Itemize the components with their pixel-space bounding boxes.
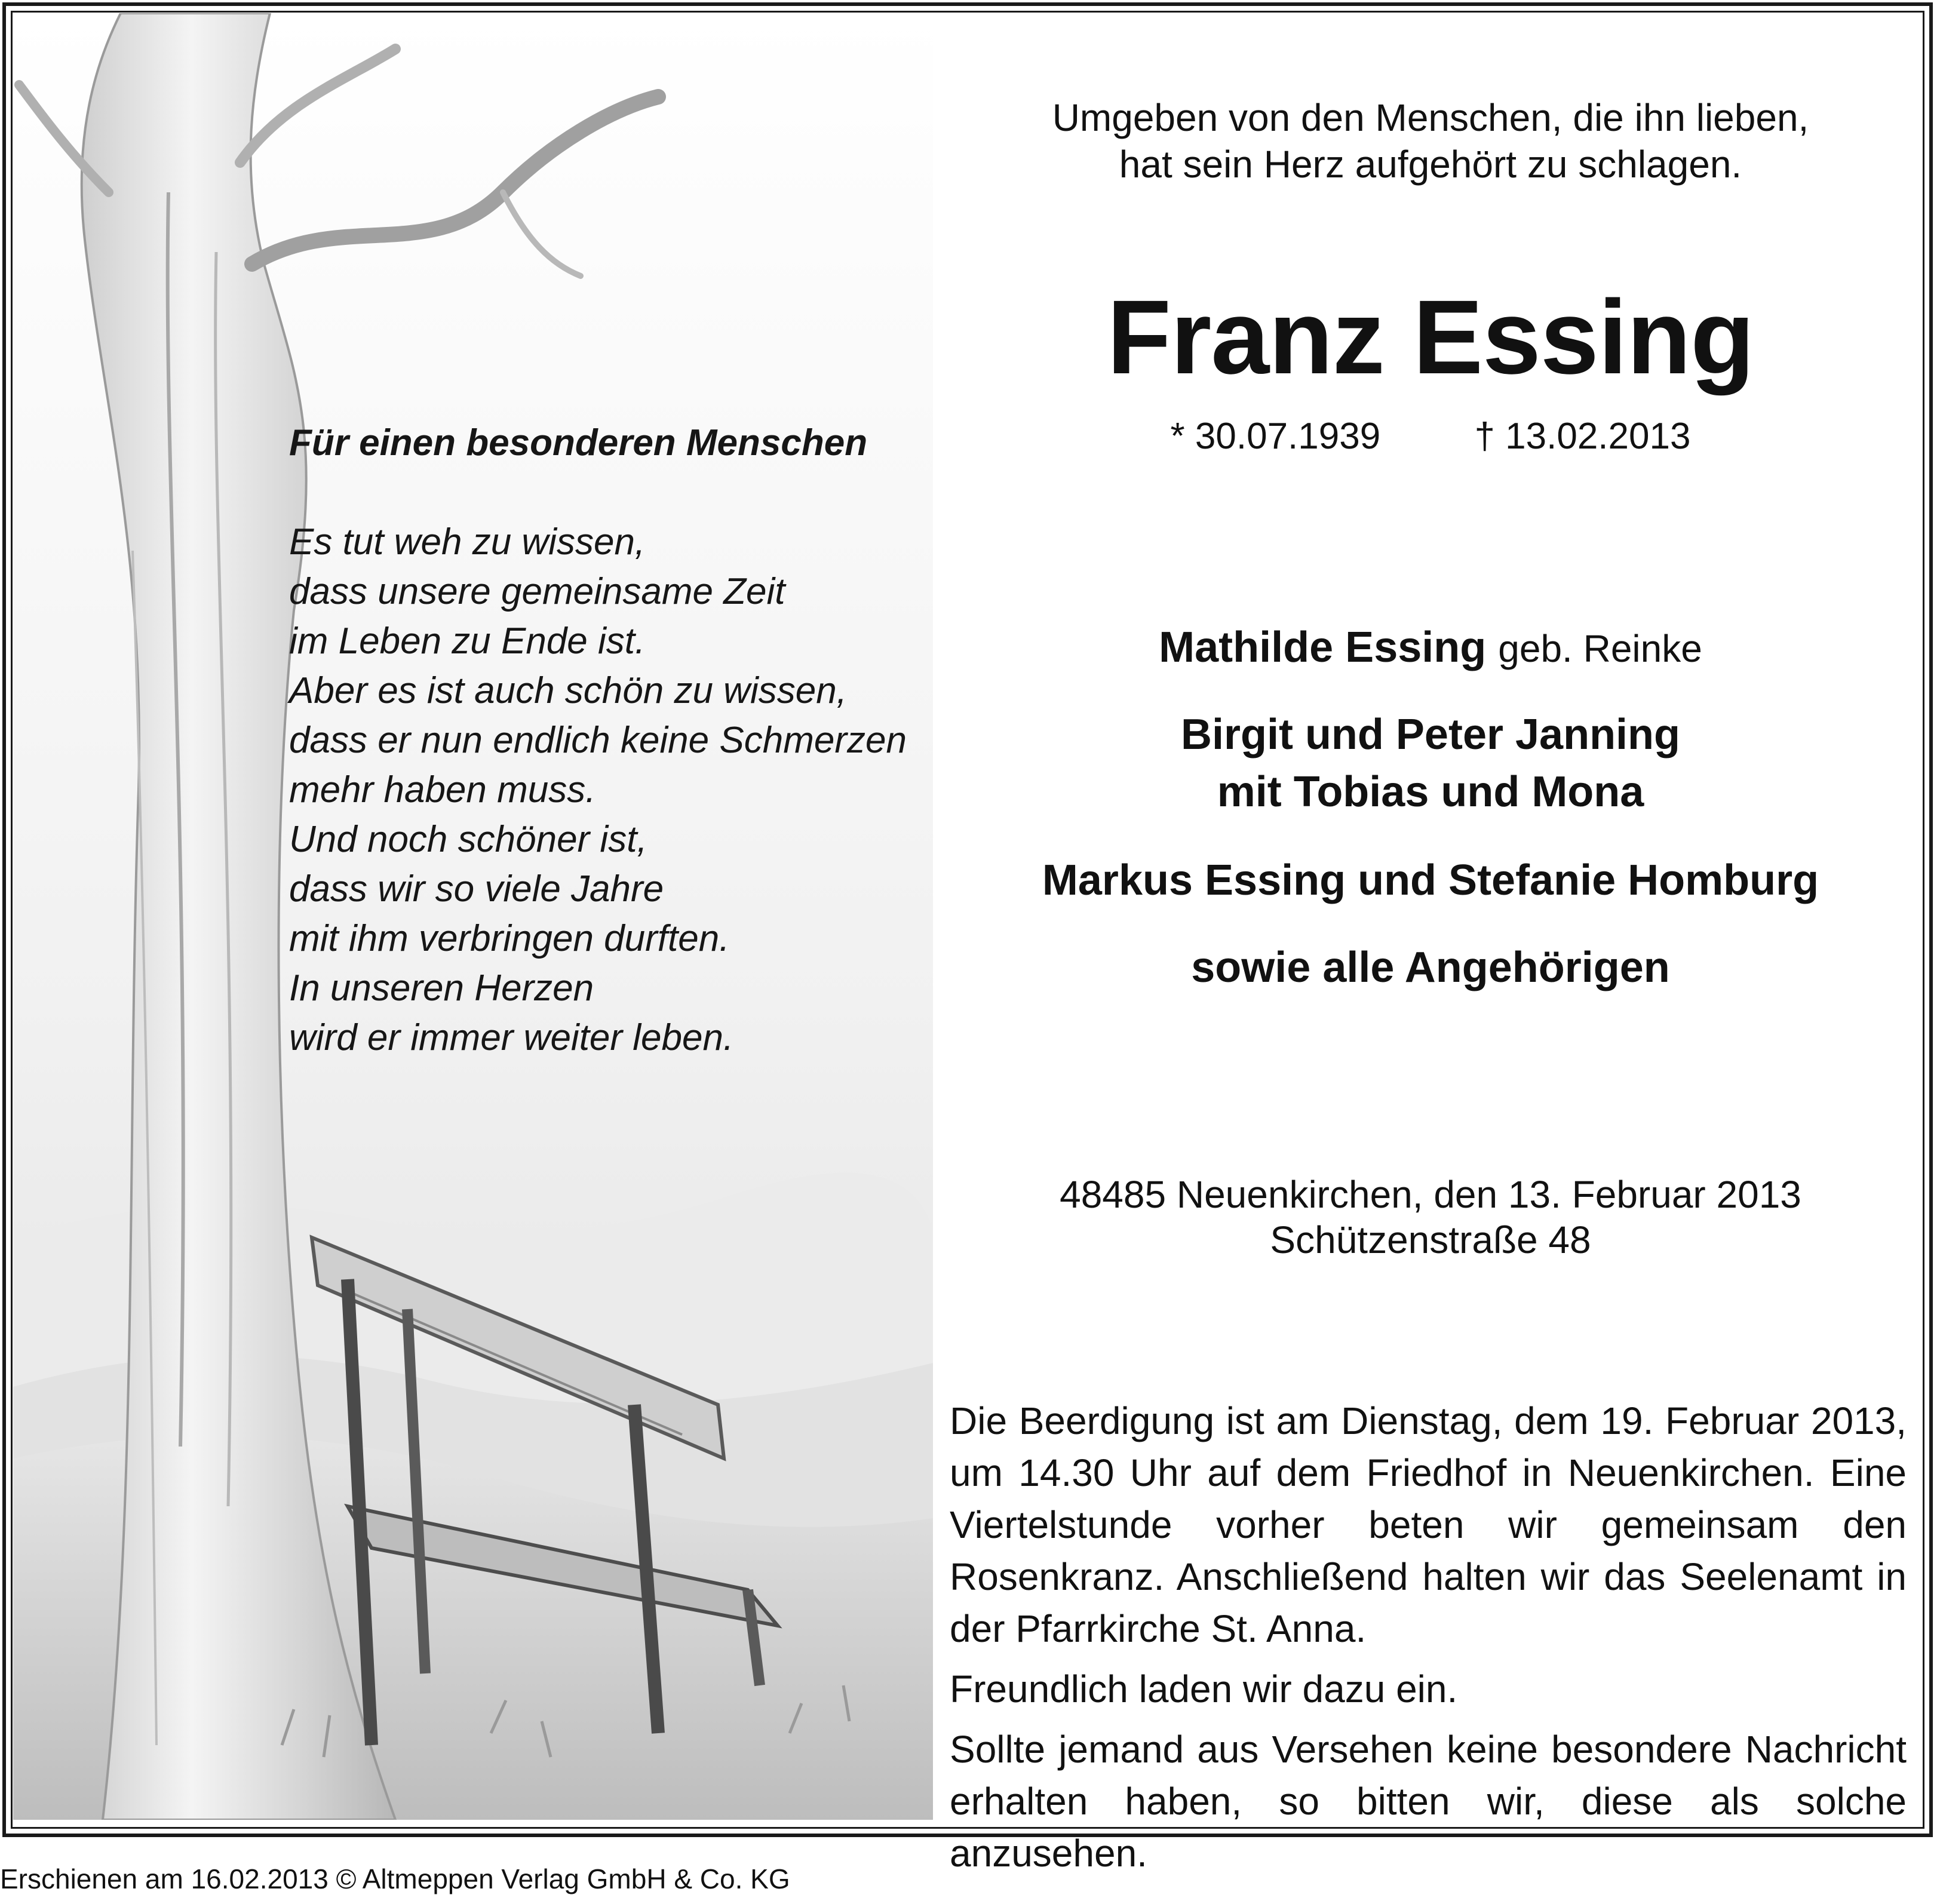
intro-line: Umgeben von den Menschen, die ihn lieben, <box>1052 96 1809 139</box>
intro-text <box>950 94 1911 188</box>
place-date <box>950 1172 1911 1263</box>
place-line: 48485 Neuenkirchen, den 13. Februar 2013 <box>1060 1173 1801 1216</box>
poem-line: Aber es ist auch schön zu wissen, <box>289 670 847 711</box>
poem-line: mehr haben muss. <box>289 769 596 810</box>
mourner-1 <box>950 619 1911 677</box>
mourner-3: Markus Essing und Stefanie Homburg <box>1042 856 1819 904</box>
poem-line: dass wir so viele Jahre <box>289 868 664 910</box>
poem-line: im Leben zu Ende ist. <box>289 621 646 662</box>
poem-line: dass er nun endlich keine Schmerzen <box>289 720 907 761</box>
poem-line: Es tut weh zu wissen, <box>289 521 646 563</box>
mourner-1-note: geb. Reinke <box>1498 627 1702 670</box>
mourner-2-line: mit Tobias und Mona <box>1217 768 1644 816</box>
poem-line: Und noch schöner ist, <box>289 819 647 860</box>
poem-line: In unseren Herzen <box>289 968 594 1009</box>
death-date: † 13.02.2013 <box>1474 416 1691 457</box>
deceased-name: Franz Essing <box>1107 279 1754 396</box>
intro-line: hat sein Herz aufgehört zu schlagen. <box>1119 143 1742 186</box>
address-line: Schützenstraße 48 <box>1270 1218 1591 1261</box>
publication-footer: Erschienen am 16.02.2013 © Altmeppen Verlag GmbH & Co. KG <box>0 1863 790 1894</box>
poem-title: Für einen besonderen Menschen <box>289 422 868 463</box>
birth-date: * 30.07.1939 <box>1170 416 1381 457</box>
funeral-info <box>950 1395 1907 1888</box>
mourner-4: sowie alle Angehörigen <box>1191 944 1670 991</box>
mourner-1-name: Mathilde Essing <box>1159 624 1487 671</box>
poem-line: mit ihm verbringen durften. <box>289 918 730 959</box>
poem-line: dass unsere gemeinsame Zeit <box>289 571 785 612</box>
mourner-2 <box>950 706 1911 821</box>
poem-line: wird er immer weiter leben. <box>289 1017 734 1058</box>
mourner-2-line: Birgit und Peter Janning <box>1180 711 1681 758</box>
poem <box>289 418 922 1062</box>
invitation-paragraph: Freundlich laden wir dazu ein. <box>950 1667 1458 1710</box>
funeral-paragraph: Die Beerdigung ist am Dienstag, dem 19. Februar 2013, um 14.30 Uhr auf dem Friedhof in Neuenkirchen. Eine Viertelstunde vorher beten wir gemeinsam den Rosenkranz. Anschließend halten wir das Seelenamt in der Pfarrkirche St. Anna. <box>950 1399 1907 1650</box>
notice-paragraph: Sollte jemand aus Versehen keine besondere Nachricht erhalten haben, so bitten wir, diese als solche anzusehen. <box>950 1728 1907 1875</box>
life-dates <box>950 414 1911 459</box>
